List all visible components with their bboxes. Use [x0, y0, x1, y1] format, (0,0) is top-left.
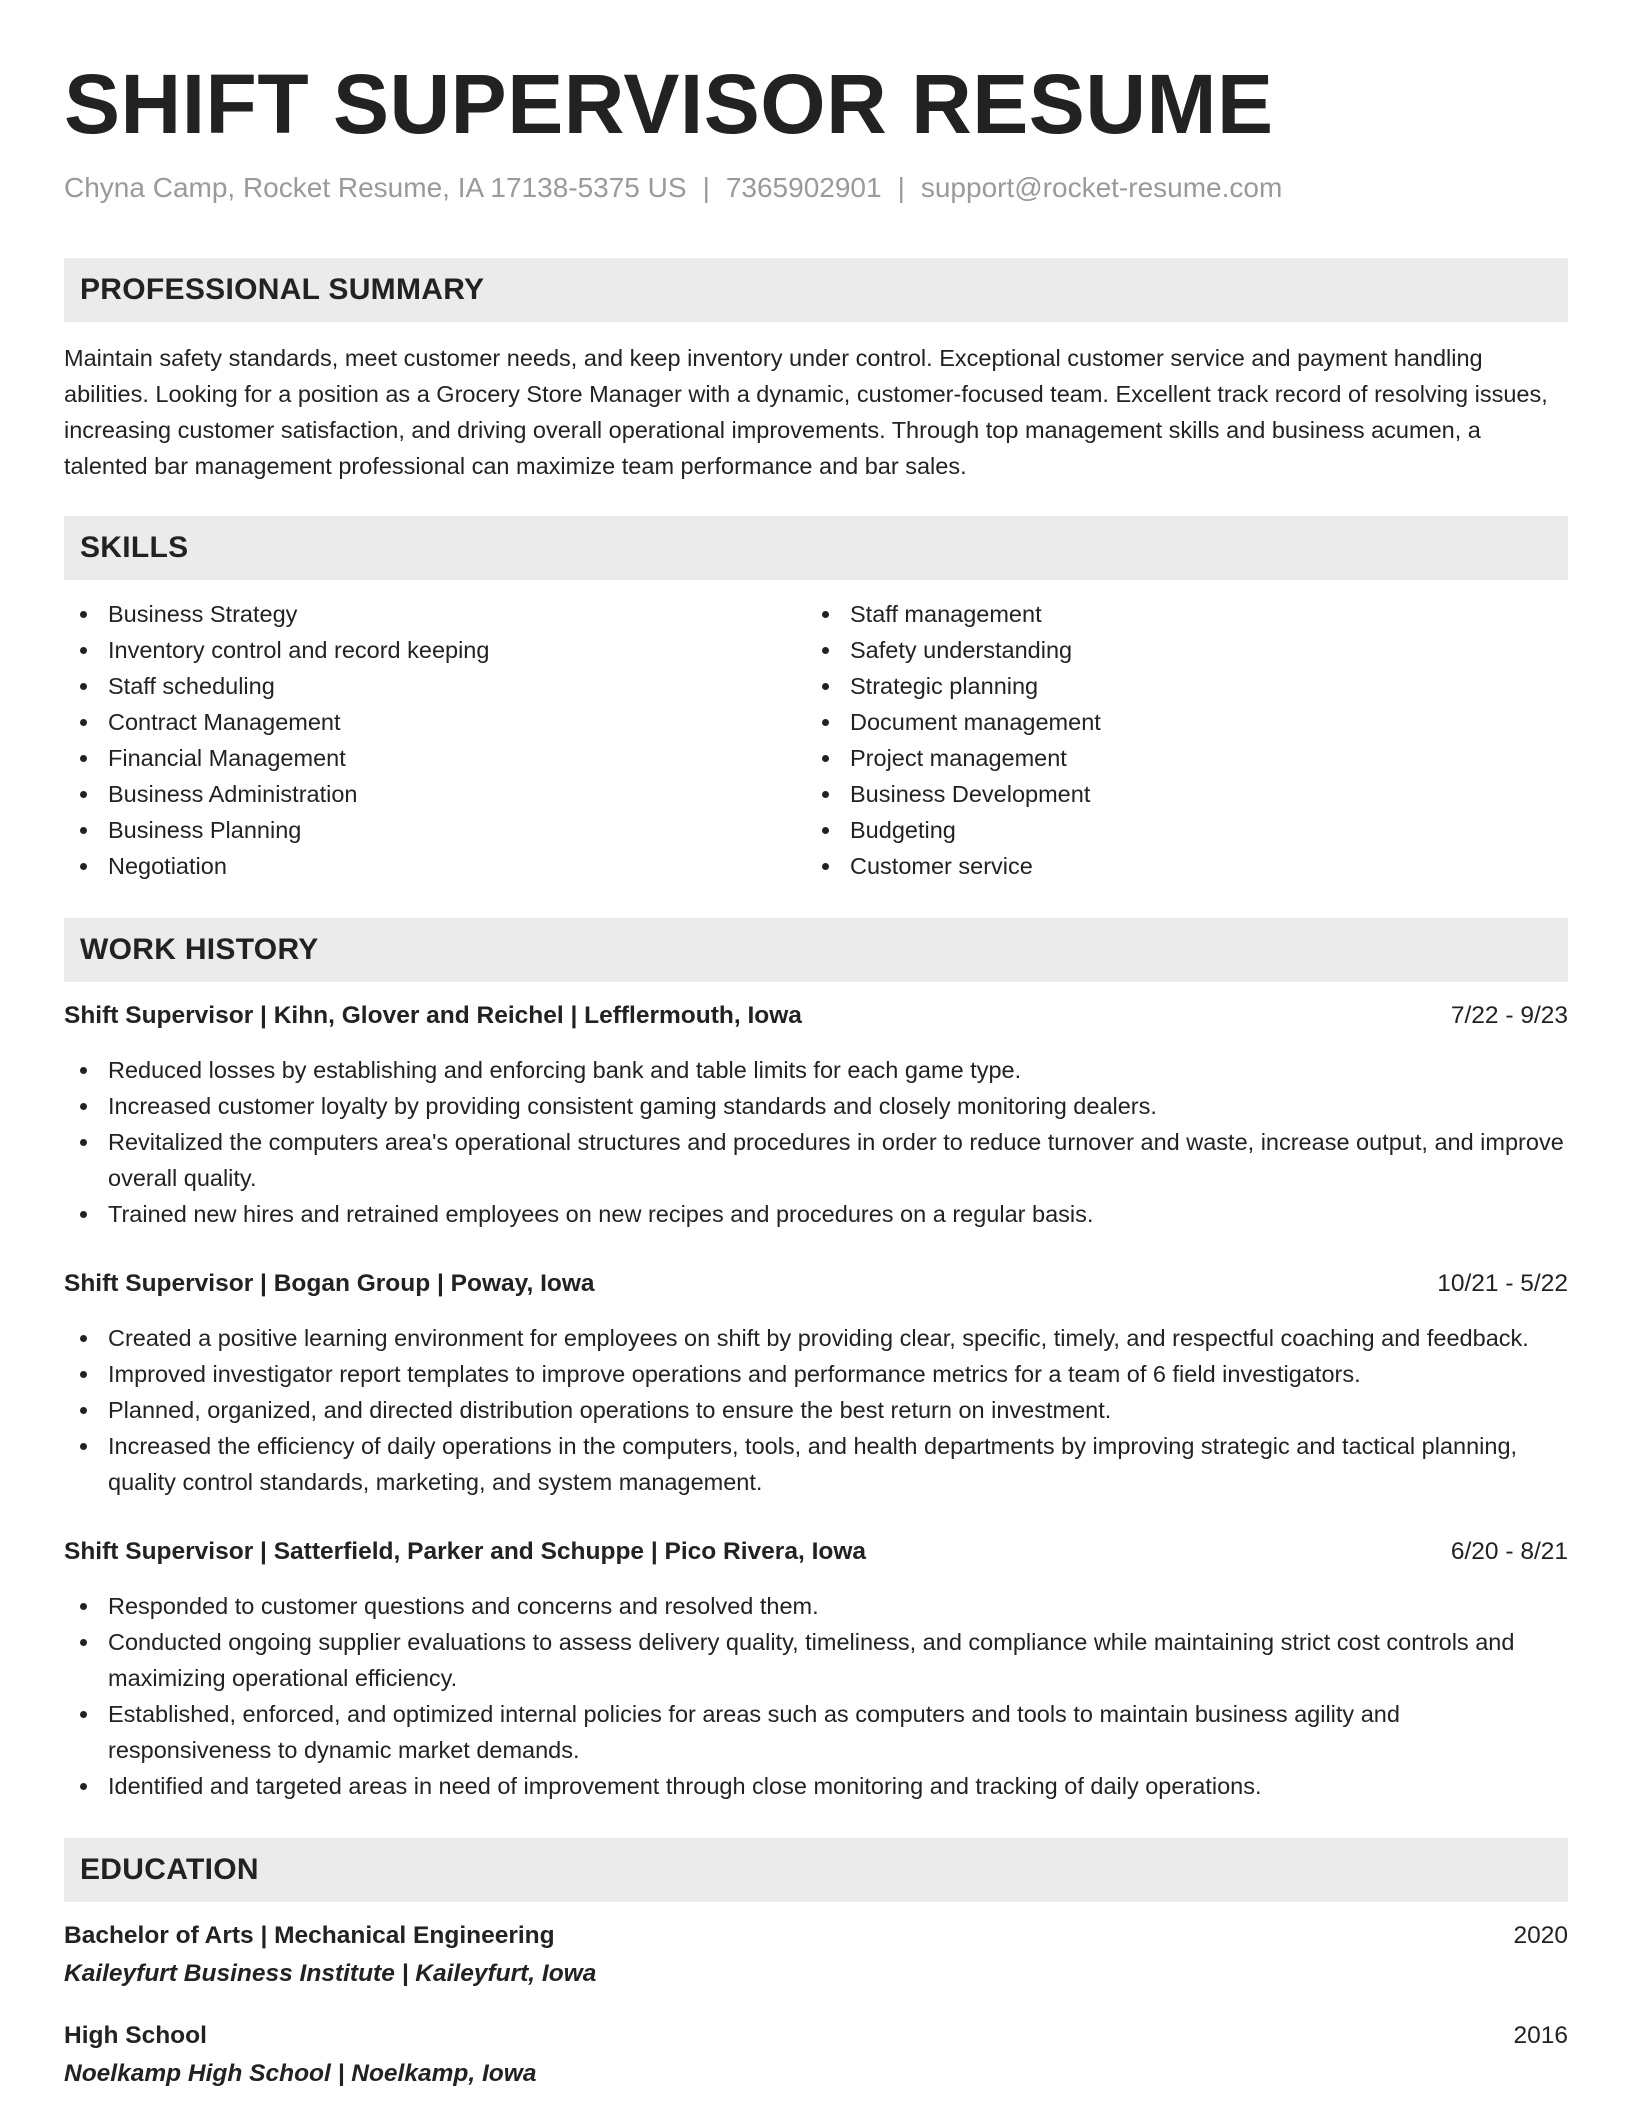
- job-dates: 10/21 - 5/22: [1437, 1270, 1568, 1297]
- education-school: Noelkamp High School | Noelkamp, Iowa: [64, 2060, 537, 2087]
- job-bullet: Established, enforced, and optimized internal policies for areas such as computers and tools to maintain business agility and responsiveness to dynamic market demands.: [64, 1696, 1568, 1768]
- skill-item: Business Administration: [64, 776, 806, 812]
- skills-column-right: [806, 596, 1548, 884]
- education-school: Kaileyfurt Business Institute | Kaileyfurt, Iowa: [64, 1960, 597, 1987]
- job-title: Shift Supervisor | Kihn, Glover and Reichel | Lefflermouth, Iowa: [64, 1002, 802, 1029]
- skill-item: Inventory control and record keeping: [64, 632, 806, 668]
- summary-text: Maintain safety standards, meet customer needs, and keep inventory under control. Exceptional customer service and payment handling abilities. Looking for a position as a Grocery Store Manager with a dynamic, customer-focused team. Excellent track record of resolving issues, increasing customer satisfaction, and driving overall operational improvements. Through top management skills and business acumen, a talented bar management professional can maximize team performance and bar sales.: [64, 345, 1548, 479]
- skill-item: Financial Management: [64, 740, 806, 776]
- job-dates: 7/22 - 9/23: [1450, 1002, 1568, 1029]
- contact-line: [64, 170, 1568, 206]
- job-bullet: Reduced losses by establishing and enforcing bank and table limits for each game type.: [64, 1052, 1568, 1088]
- education-degree: High School: [64, 2022, 207, 2049]
- job-bullet: Improved investigator report templates to improve operations and performance metrics for a team of 6 field investigators.: [64, 1356, 1568, 1392]
- job-entry: [64, 1266, 1568, 1500]
- contact-separator: |: [897, 172, 905, 203]
- job-title: Shift Supervisor | Bogan Group | Poway, Iowa: [64, 1270, 595, 1297]
- education-year: 2020: [1513, 1922, 1568, 1949]
- job-bullet: Increased the efficiency of daily operations in the computers, tools, and health departments by improving strategic and tactical planning, quality control standards, marketing, and system management.: [64, 1428, 1568, 1500]
- job-bullets: [64, 1320, 1568, 1500]
- skills-column-left: [64, 596, 806, 884]
- skill-item: Strategic planning: [806, 668, 1548, 704]
- skill-item: Customer service: [806, 848, 1548, 884]
- resume-title: SHIFT SUPERVISOR RESUME: [64, 57, 1274, 151]
- contact-separator: |: [702, 172, 710, 203]
- contact-address: Chyna Camp, Rocket Resume, IA 17138-5375 US: [64, 172, 687, 203]
- job-dates: 6/20 - 8/21: [1450, 1538, 1568, 1565]
- skill-item: Document management: [806, 704, 1548, 740]
- skill-item: Business Planning: [64, 812, 806, 848]
- job-bullet: Increased customer loyalty by providing consistent gaming standards and closely monitoring dealers.: [64, 1088, 1568, 1124]
- contact-phone: 7365902901: [725, 172, 882, 203]
- job-header: [64, 1534, 1568, 1570]
- education-header: [64, 2018, 1568, 2054]
- skill-item: Project management: [806, 740, 1548, 776]
- skill-item: Budgeting: [806, 812, 1548, 848]
- job-bullet: Revitalized the computers area's operational structures and procedures in order to reduce turnover and waste, increase output, and improve overall quality.: [64, 1124, 1568, 1196]
- skills-list: [64, 596, 1568, 884]
- skills-heading: SKILLS: [64, 516, 1568, 580]
- job-bullet: Identified and targeted areas in need of improvement through close monitoring and tracking of daily operations.: [64, 1768, 1568, 1804]
- education-degree: Bachelor of Arts | Mechanical Engineering: [64, 1922, 555, 1949]
- work-history-heading: WORK HISTORY: [64, 918, 1568, 982]
- job-bullet: Trained new hires and retrained employees on new recipes and procedures on a regular basis.: [64, 1196, 1568, 1232]
- contact-email: support@rocket-resume.com: [920, 172, 1283, 203]
- skill-item: Business Development: [806, 776, 1548, 812]
- job-bullet: Conducted ongoing supplier evaluations to assess delivery quality, timeliness, and compliance while maintaining strict cost controls and maximizing operational efficiency.: [64, 1624, 1568, 1696]
- job-bullet: Responded to customer questions and concerns and resolved them.: [64, 1588, 1568, 1624]
- job-title: Shift Supervisor | Satterfield, Parker and Schuppe | Pico Rivera, Iowa: [64, 1538, 867, 1565]
- skill-item: Contract Management: [64, 704, 806, 740]
- job-bullet: Created a positive learning environment for employees on shift by providing clear, specific, timely, and respectful coaching and feedback.: [64, 1320, 1568, 1356]
- skill-item: Safety understanding: [806, 632, 1548, 668]
- summary-heading: PROFESSIONAL SUMMARY: [64, 258, 1568, 322]
- skill-item: Staff scheduling: [64, 668, 806, 704]
- education-entry: [64, 2018, 1568, 2092]
- education-heading: EDUCATION: [64, 1838, 1568, 1902]
- job-bullets: [64, 1052, 1568, 1232]
- education-header: [64, 1918, 1568, 1954]
- job-header: [64, 998, 1568, 1034]
- skill-item: Staff management: [806, 596, 1548, 632]
- skill-item: Business Strategy: [64, 596, 806, 632]
- job-entry: [64, 998, 1568, 1232]
- job-entry: [64, 1534, 1568, 1804]
- job-bullets: [64, 1588, 1568, 1804]
- education-entry: [64, 1918, 1568, 1992]
- job-bullet: Planned, organized, and directed distribution operations to ensure the best return on investment.: [64, 1392, 1568, 1428]
- skill-item: Negotiation: [64, 848, 806, 884]
- education-year: 2016: [1513, 2022, 1568, 2049]
- job-header: [64, 1266, 1568, 1302]
